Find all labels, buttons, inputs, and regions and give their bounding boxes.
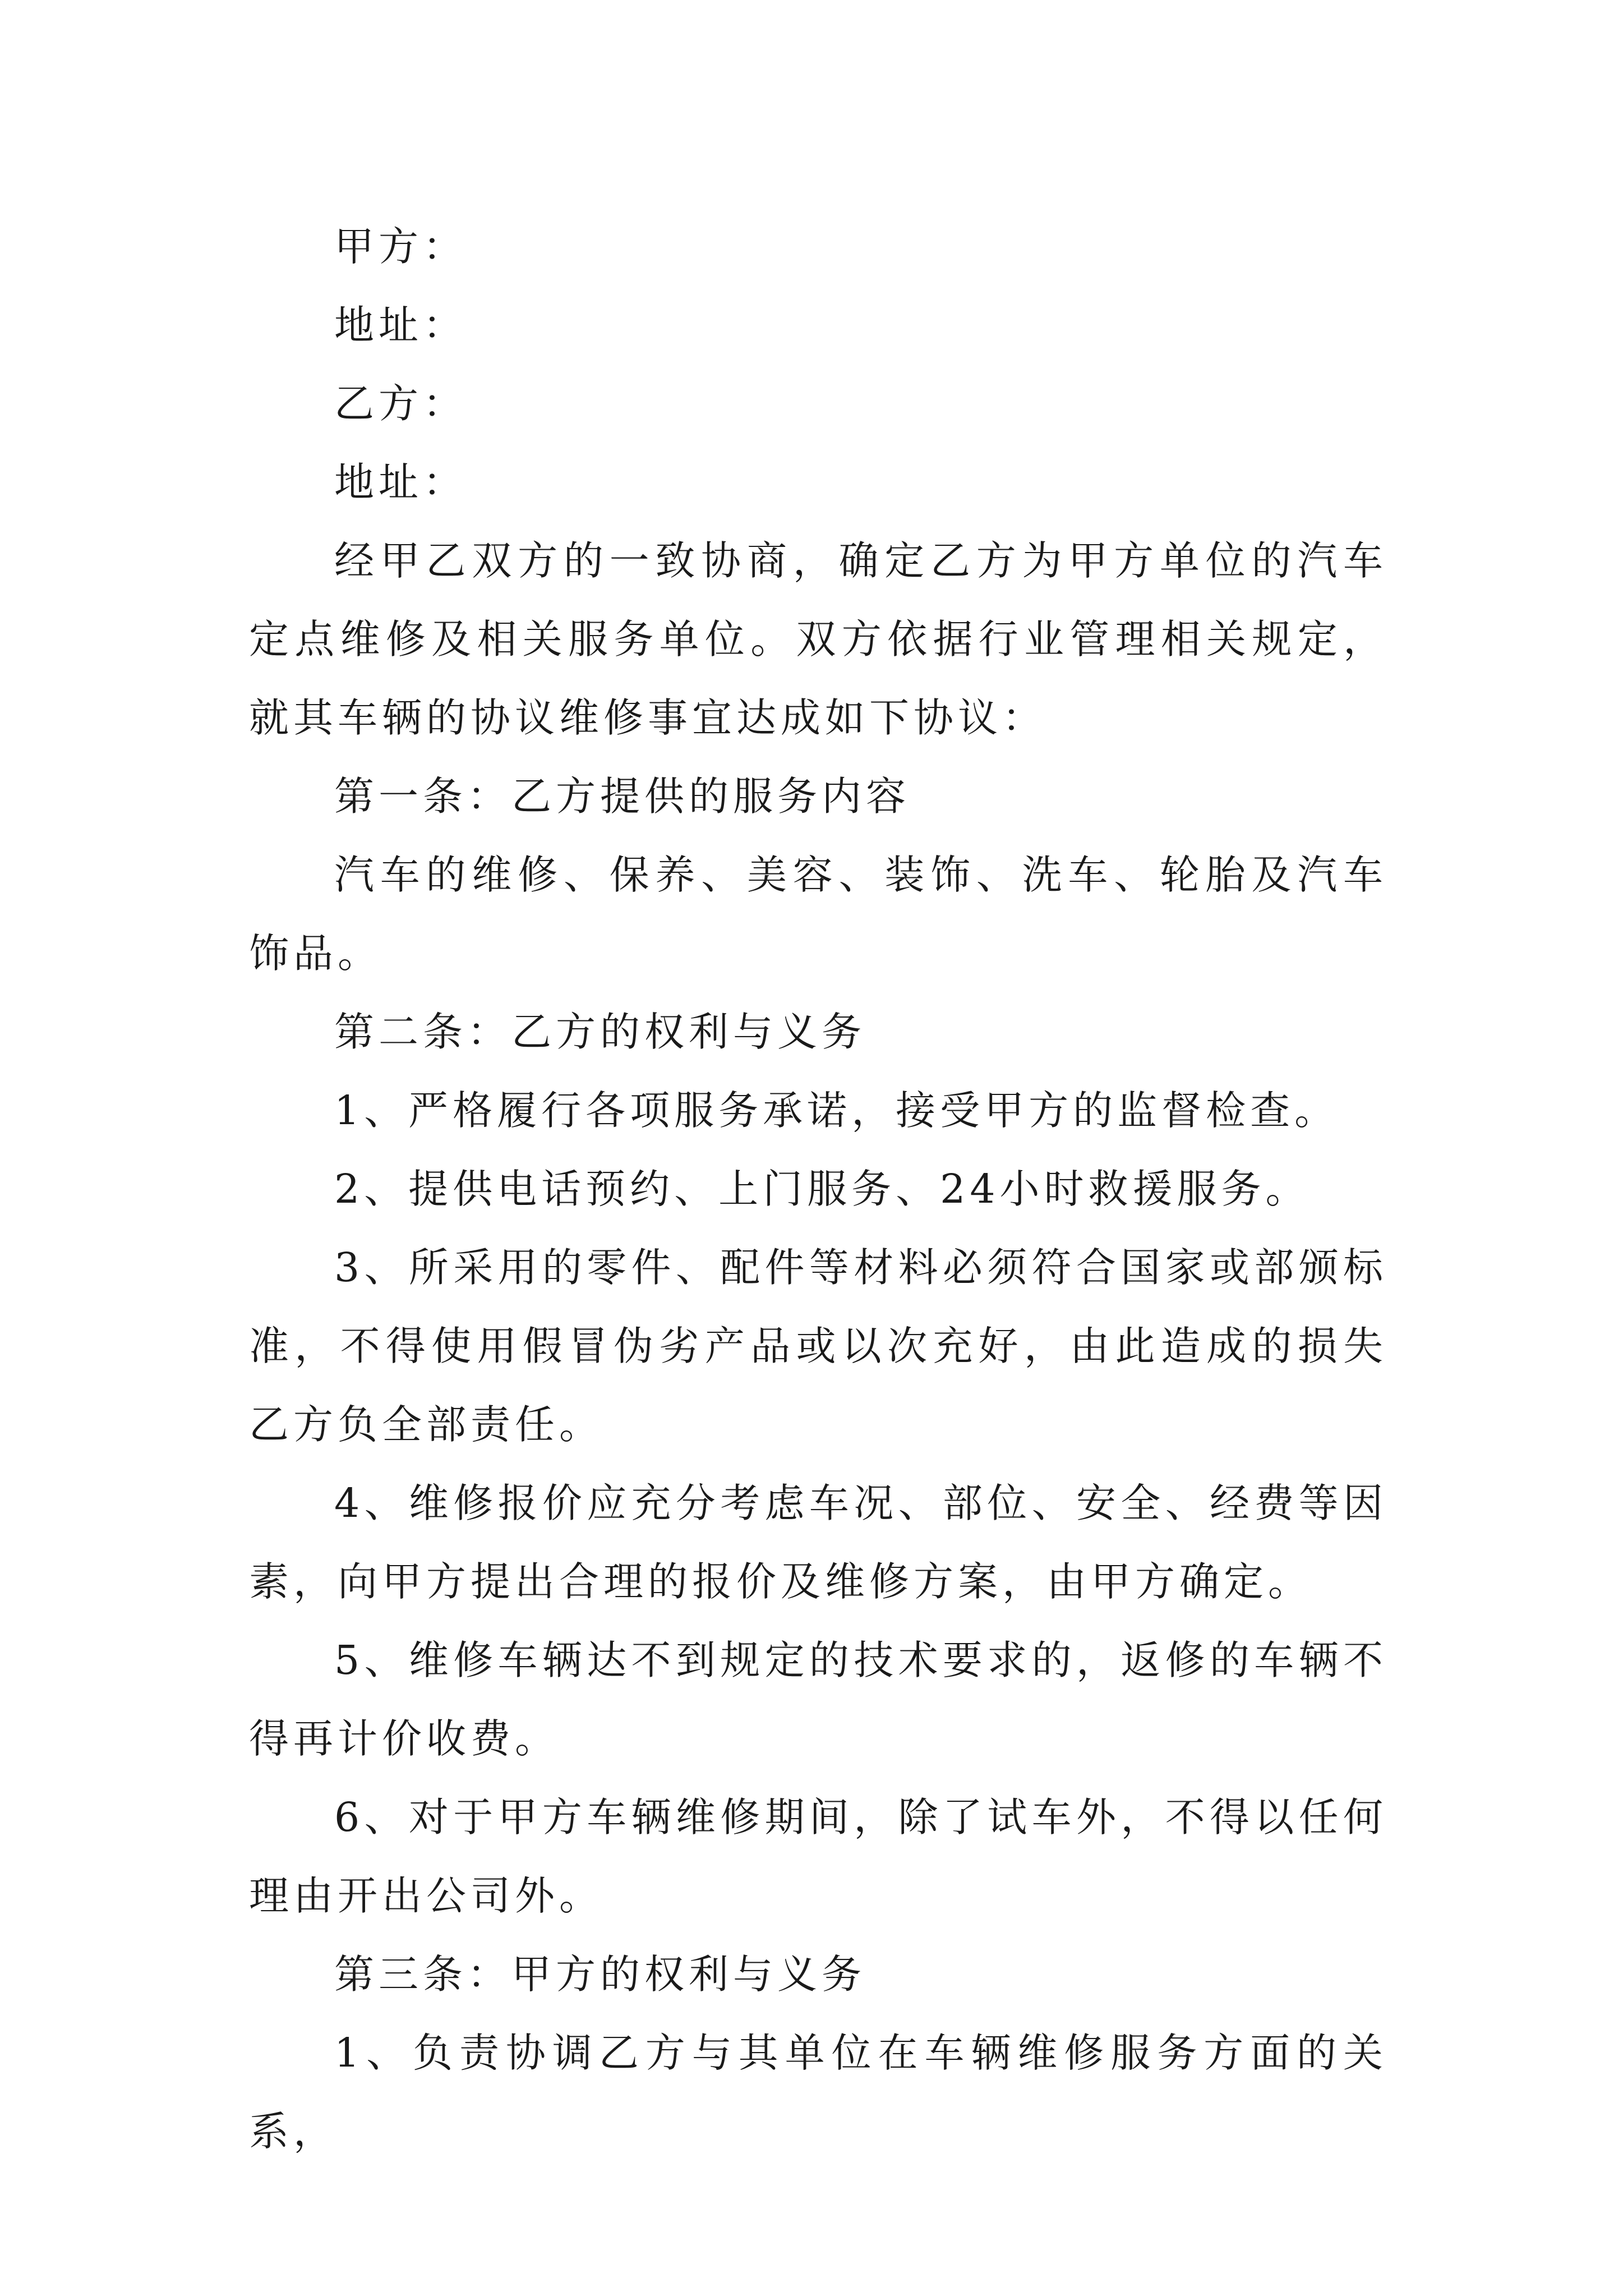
article-3-heading: 第三条：甲方的权利与义务 [334, 1951, 866, 1998]
party-b-label: 乙方： [334, 380, 468, 427]
article-2-item-4: 4、维修报价应充分考虑车况、部位、安全、经费等因素，向甲方提出合理的报价及维修方案，由甲方确定。 [249, 1480, 1387, 1605]
article-2-item-1: 1、严格履行各项服务承诺，接受甲方的监督检查。 [334, 1087, 1339, 1134]
article-1-heading: 第一条：乙方提供的服务内容 [334, 773, 911, 820]
article-2-heading: 第二条：乙方的权利与义务 [334, 1009, 866, 1055]
document-body [249, 208, 1387, 2171]
preamble-paragraph: 经甲乙双方的一致协商，确定乙方为甲方单位的汽车定点维修及相关服务单位。双方依据行业管理相关规定，就其车辆的协议维修事宜达成如下协议： [249, 537, 1387, 741]
article-2-item-6: 6、对于甲方车辆维修期间，除了试车外，不得以任何理由开出公司外。 [249, 1794, 1387, 1919]
party-b-address-label: 地址： [334, 459, 468, 505]
party-a-label: 甲方： [334, 223, 468, 270]
article-2-item-5: 5、维修车辆达不到规定的技术要求的，返修的车辆不得再计价收费。 [249, 1637, 1387, 1762]
article-2-item-2: 2、提供电话预约、上门服务、24小时救援服务。 [334, 1166, 1310, 1212]
article-1-body: 汽车的维修、保养、美容、装饰、洗车、轮胎及汽车饰品。 [249, 852, 1387, 977]
party-a-address-label: 地址： [334, 302, 468, 348]
article-2-item-3: 3、所采用的零件、配件等材料必须符合国家或部颁标准，不得使用假冒伪劣产品或以次充好，由此造成的损失乙方负全部责任。 [249, 1244, 1387, 1448]
article-3-item-1: 1、负责协调乙方与其单位在车辆维修服务方面的关系， [249, 2030, 1387, 2155]
